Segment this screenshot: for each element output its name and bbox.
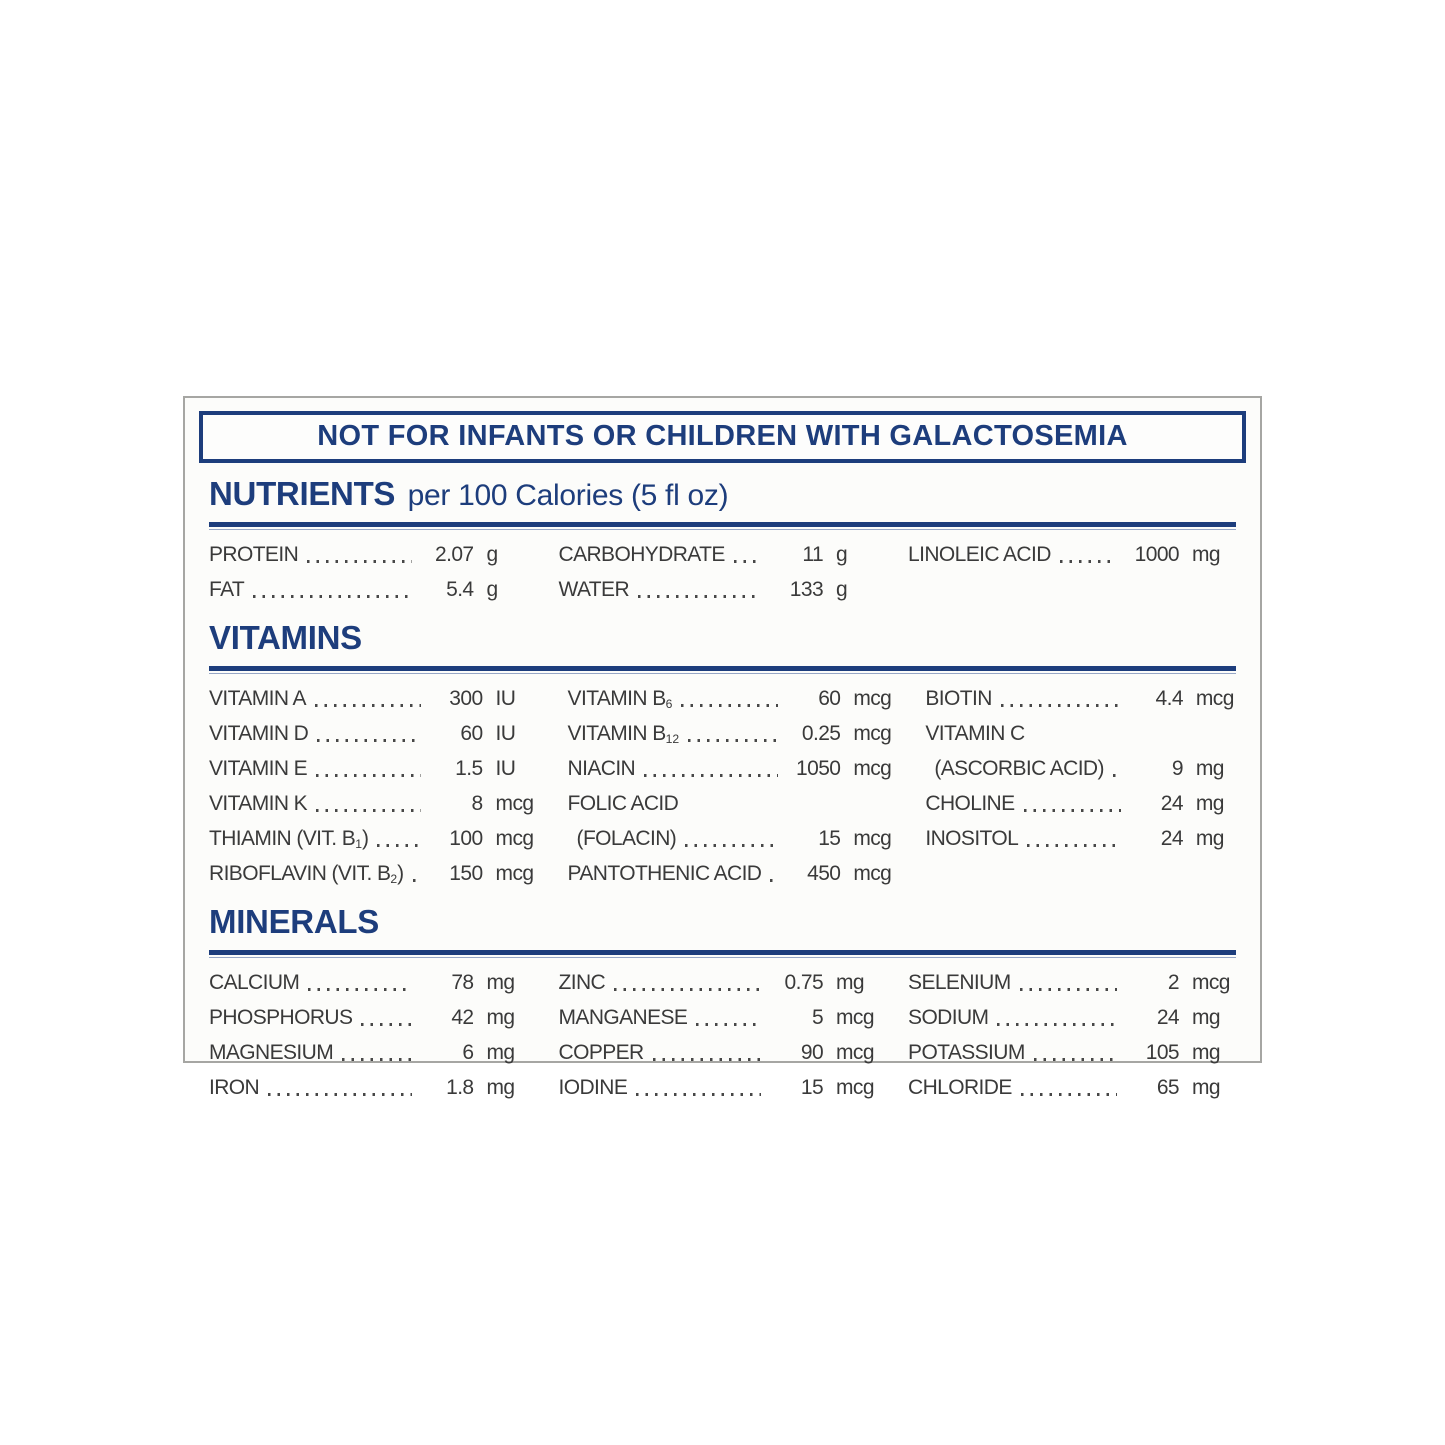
nutrient-value: 11 xyxy=(802,543,824,566)
nutrient-value: 78 xyxy=(451,971,474,994)
dotted-leader xyxy=(653,1058,761,1061)
warning-text: NOT FOR INFANTS OR CHILDREN WITH GALACTOSEMIA xyxy=(317,420,1128,452)
nutrient-name: FOLIC ACID xyxy=(567,792,679,815)
nutrient-unit: IU xyxy=(495,722,516,745)
nutrient-name: FAT xyxy=(209,578,245,601)
nutrient-name: VITAMIN K xyxy=(209,792,308,815)
nutrient-value: 4.4 xyxy=(1155,687,1183,710)
nutrient-name: VITAMIN E xyxy=(209,757,308,780)
dotted-leader xyxy=(342,1058,411,1061)
nutrient-value: 0.75 xyxy=(784,971,824,994)
nutrient-unit: mcg xyxy=(836,1041,874,1064)
nutrient-row xyxy=(559,965,881,1000)
nutrient-row xyxy=(209,751,540,786)
dotted-leader xyxy=(1021,1093,1117,1096)
nutrient-value: 2.07 xyxy=(435,543,474,566)
nutrient-row xyxy=(209,965,531,1000)
nutrient-unit: mcg xyxy=(853,757,892,780)
minerals-column-1 xyxy=(209,965,531,1105)
nutrient-unit: g xyxy=(486,578,498,601)
nutrient-name: BIOTIN xyxy=(925,687,992,710)
vitamins-column-1 xyxy=(209,681,540,891)
dotted-leader xyxy=(1020,988,1117,991)
vitamins-rule-thick xyxy=(209,666,1236,671)
nutrient-name-subscript: 6 xyxy=(665,696,673,711)
nutrient-row xyxy=(559,572,881,607)
section-header-minerals xyxy=(185,904,1260,958)
vitamins-column-2 xyxy=(568,681,898,891)
nutrient-value: 105 xyxy=(1145,1041,1179,1064)
nutrient-value: 24 xyxy=(1156,1006,1179,1029)
nutrient-row xyxy=(908,965,1236,1000)
nutrient-unit: mg xyxy=(1192,1041,1220,1064)
nutrient-unit: IU xyxy=(495,757,516,780)
dotted-leader xyxy=(770,879,778,882)
nutrient-value: 1000 xyxy=(1134,543,1179,566)
nutrient-value: 5 xyxy=(811,1006,824,1029)
nutrient-name: ZINC xyxy=(558,971,606,994)
dotted-leader xyxy=(1027,844,1121,847)
nutrient-unit: mg xyxy=(486,1076,515,1099)
nutrient-unit: mg xyxy=(1192,543,1220,566)
dotted-leader xyxy=(308,988,411,991)
dotted-leader xyxy=(317,739,420,742)
nutrient-value: 300 xyxy=(449,687,483,710)
nutrient-value: 1.8 xyxy=(446,1076,474,1099)
vitamins-title: VITAMINS xyxy=(209,619,362,656)
nutrient-value: 5.4 xyxy=(446,578,474,601)
nutrient-row xyxy=(925,716,1240,751)
dotted-leader xyxy=(307,560,411,563)
nutrient-unit: mcg xyxy=(836,1006,874,1029)
nutrient-name: MANGANESE xyxy=(558,1006,688,1029)
nutrient-value: 42 xyxy=(451,1006,474,1029)
nutrient-unit: g xyxy=(836,543,848,566)
dotted-leader xyxy=(1060,560,1117,563)
nutrient-unit: mg xyxy=(1192,1076,1220,1099)
dotted-leader xyxy=(638,595,761,598)
nutrients-column-2 xyxy=(559,537,881,607)
dotted-leader xyxy=(268,1093,411,1096)
nutrient-row xyxy=(908,537,1236,572)
nutrient-row xyxy=(559,1035,881,1070)
nutrient-name: WATER xyxy=(558,578,630,601)
nutrient-unit: mcg xyxy=(1192,971,1230,994)
nutrient-row xyxy=(568,786,898,821)
nutrient-row xyxy=(209,821,540,856)
nutrient-name: RIBOFLAVIN (VIT. B2) xyxy=(209,862,404,886)
nutrient-unit: mg xyxy=(486,1041,515,1064)
nutrient-row xyxy=(908,1000,1236,1035)
nutrient-name: MAGNESIUM xyxy=(209,1041,334,1064)
nutrient-name: NIACIN xyxy=(567,757,636,780)
nutrient-value: 60 xyxy=(460,722,483,745)
dotted-leader xyxy=(1113,774,1121,777)
nutrient-unit: mcg xyxy=(495,862,534,885)
nutrient-unit: mcg xyxy=(853,862,892,885)
nutrient-name: COPPER xyxy=(558,1041,644,1064)
nutrient-value: 450 xyxy=(807,862,841,885)
minerals-rule-thick xyxy=(209,950,1236,955)
nutrient-unit: mcg xyxy=(853,687,892,710)
nutrient-unit: mg xyxy=(1195,827,1224,850)
nutrients-column-3 xyxy=(908,537,1236,607)
nutrient-name: VITAMIN B6 xyxy=(567,687,673,711)
nutrient-name: PANTOTHENIC ACID xyxy=(567,862,762,885)
nutrient-row xyxy=(925,786,1240,821)
nutrient-unit: mg xyxy=(486,971,515,994)
nutrient-value: 15 xyxy=(818,827,841,850)
nutrient-row xyxy=(209,786,540,821)
minerals-column-3 xyxy=(908,965,1236,1105)
nutrition-label-panel xyxy=(183,396,1262,1099)
dotted-leader xyxy=(253,595,411,598)
nutrient-row xyxy=(209,856,540,891)
nutrient-unit: mcg xyxy=(836,1076,874,1099)
nutrient-row xyxy=(568,681,898,716)
nutrient-name: THIAMIN (VIT. B1) xyxy=(209,827,369,851)
nutrient-name: IRON xyxy=(209,1076,260,1099)
nutrient-unit: IU xyxy=(495,687,516,710)
nutrient-row xyxy=(925,751,1240,786)
dotted-leader xyxy=(614,988,761,991)
vitamins-column-3 xyxy=(925,681,1240,891)
dotted-leader xyxy=(1001,704,1121,707)
nutrient-row xyxy=(568,856,898,891)
dotted-leader xyxy=(685,844,778,847)
nutrient-name: IODINE xyxy=(558,1076,628,1099)
nutrient-name: CALCIUM xyxy=(209,971,300,994)
nutrient-value: 15 xyxy=(800,1076,824,1099)
dotted-leader xyxy=(413,879,421,882)
nutrients-table xyxy=(185,530,1260,607)
dotted-leader xyxy=(688,739,778,742)
nutrient-unit: g xyxy=(836,578,848,601)
nutrient-unit: mcg xyxy=(853,827,892,850)
nutrient-name: SELENIUM xyxy=(908,971,1011,994)
nutrient-name: (FOLACIN) xyxy=(576,827,677,850)
nutrient-name-subscript: 12 xyxy=(665,731,680,746)
nutrient-unit: mcg xyxy=(495,827,534,850)
nutrient-name-subscript: 1 xyxy=(355,836,362,851)
nutrient-value: 24 xyxy=(1160,792,1183,815)
nutrient-name: PROTEIN xyxy=(209,543,299,566)
dotted-leader xyxy=(315,704,421,707)
nutrient-row xyxy=(925,681,1240,716)
nutrient-row xyxy=(559,1070,881,1105)
nutrient-unit: mg xyxy=(486,1006,515,1029)
nutrient-row xyxy=(908,1070,1236,1105)
nutrient-value: 2 xyxy=(1167,971,1179,994)
dotted-leader xyxy=(1034,1058,1117,1061)
nutrient-unit: mcg xyxy=(853,722,892,745)
nutrient-name: CHLORIDE xyxy=(908,1076,1012,1099)
nutrient-unit: mcg xyxy=(495,792,534,815)
nutrient-row xyxy=(559,537,881,572)
nutrient-unit: mg xyxy=(1195,757,1224,780)
nutrient-name: LINOLEIC ACID xyxy=(908,543,1051,566)
dotted-leader xyxy=(316,809,420,812)
nutrient-row xyxy=(568,821,898,856)
nutrient-unit: mg xyxy=(1192,1006,1220,1029)
nutrient-row xyxy=(209,537,531,572)
dotted-leader xyxy=(377,844,420,847)
nutrient-value: 1050 xyxy=(796,757,841,780)
nutrient-name-subscript: 2 xyxy=(390,871,398,886)
minerals-table xyxy=(185,958,1260,1105)
nutrient-row xyxy=(209,1035,531,1070)
dotted-leader xyxy=(734,560,761,563)
nutrient-name: CARBOHYDRATE xyxy=(558,543,725,566)
nutrient-unit: mg xyxy=(836,971,865,994)
nutrient-row xyxy=(559,1000,881,1035)
nutrient-row xyxy=(209,572,531,607)
nutrient-row xyxy=(209,681,540,716)
nutrient-unit: g xyxy=(486,543,498,566)
nutrient-value: 150 xyxy=(449,862,483,885)
warning-banner xyxy=(199,411,1246,463)
minerals-title: MINERALS xyxy=(209,903,379,940)
nutrient-row xyxy=(925,821,1240,856)
dotted-leader xyxy=(644,774,778,777)
nutrient-row xyxy=(209,716,540,751)
section-header-nutrients xyxy=(185,476,1260,530)
nutrients-rule-thick xyxy=(209,522,1236,527)
nutrient-name: VITAMIN D xyxy=(209,722,309,745)
nutrient-value: 90 xyxy=(800,1041,824,1064)
nutrient-value: 100 xyxy=(449,827,483,850)
nutrient-value: 60 xyxy=(818,687,841,710)
dotted-leader xyxy=(361,1023,411,1026)
nutrient-name: VITAMIN A xyxy=(209,687,306,710)
nutrient-row xyxy=(568,716,898,751)
dotted-leader xyxy=(636,1093,761,1096)
nutrient-name: PHOSPHORUS xyxy=(209,1006,353,1029)
nutrient-value: 6 xyxy=(462,1041,474,1064)
nutrient-name: INOSITOL xyxy=(925,827,1019,850)
nutrient-name: VITAMIN B12 xyxy=(567,722,680,746)
nutrient-value: 24 xyxy=(1160,827,1183,850)
nutrient-value: 65 xyxy=(1156,1076,1179,1099)
nutrient-unit: mg xyxy=(1195,792,1224,815)
dotted-leader xyxy=(681,704,778,707)
nutrient-value: 133 xyxy=(789,578,824,601)
nutrient-name: SODIUM xyxy=(908,1006,989,1029)
dotted-leader xyxy=(316,774,420,777)
nutrient-name: (ASCORBIC ACID) xyxy=(934,757,1104,780)
nutrient-row xyxy=(209,1070,531,1105)
nutrient-unit: mcg xyxy=(1195,687,1234,710)
nutrient-row xyxy=(568,751,898,786)
nutrient-name: POTASSIUM xyxy=(908,1041,1025,1064)
nutrient-name: VITAMIN C xyxy=(925,722,1025,745)
nutrient-row xyxy=(908,1035,1236,1070)
nutrient-value: 8 xyxy=(471,792,483,815)
vitamins-table xyxy=(185,674,1260,891)
minerals-column-2 xyxy=(559,965,881,1105)
section-header-vitamins xyxy=(185,620,1260,674)
nutrients-column-1 xyxy=(209,537,531,607)
nutrient-value: 9 xyxy=(1171,757,1183,780)
nutrient-value: 1.5 xyxy=(455,757,483,780)
dotted-leader xyxy=(696,1023,761,1026)
nutrients-title: NUTRIENTS xyxy=(209,475,396,512)
nutrient-value: 0.25 xyxy=(801,722,841,745)
dotted-leader xyxy=(997,1023,1117,1026)
nutrient-row xyxy=(209,1000,531,1035)
nutrients-subtitle: per 100 Calories (5 fl oz) xyxy=(407,479,729,512)
dotted-leader xyxy=(1024,809,1121,812)
nutrient-name: CHOLINE xyxy=(925,792,1015,815)
